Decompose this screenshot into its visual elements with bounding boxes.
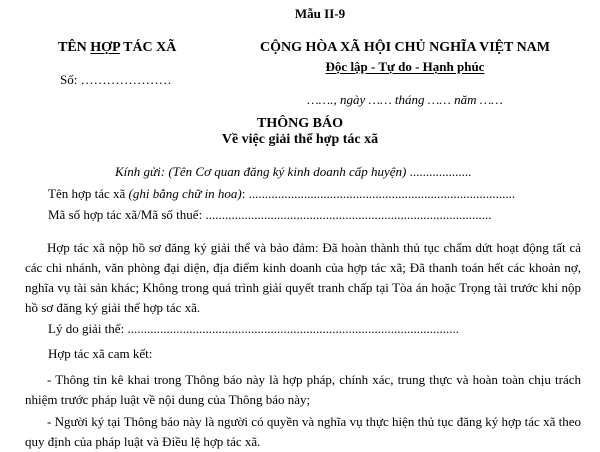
org-name-part-2: HỢP xyxy=(90,40,120,55)
cooperative-name-hint: (ghi bằng chữ in hoa) xyxy=(128,186,242,201)
org-name-part-1: TÊN xyxy=(58,40,91,55)
document-title: THÔNG BÁO xyxy=(257,116,343,131)
addressee-dots: ................... xyxy=(406,164,472,179)
cooperative-code-field[interactable] xyxy=(48,207,491,223)
addressee-value: (Tên Cơ quan đăng ký kinh doanh cấp huyện) xyxy=(168,164,407,179)
dissolution-reason-label: Lý do giải thể: xyxy=(48,321,128,336)
org-name-part-3: TÁC XÃ xyxy=(119,40,177,55)
motto xyxy=(220,59,590,75)
org-name xyxy=(58,40,176,56)
dissolution-commitment-paragraph: Hợp tác xã nộp hồ sơ đăng ký giải thể và bảo đảm: Đã hoàn thành thủ tục chấm dứt hoạt động tất cả các chi nhánh, văn phòng đại diện, địa điểm kinh doanh của hợp tác xã; Đã thanh toán hết các khoản nợ, nghĩa vụ tài sản khác; Không trong quá trình giải quyết tranh chấp tại Tòa án hoặc Trọng tài trước khi nộp hồ sơ đăng ký giải thể hợp tác xã. xyxy=(25,240,581,315)
dissolution-reason-field[interactable] xyxy=(48,321,459,337)
nation-heading: CỘNG HÒA XÃ HỘI CHỦ NGHĨA VIỆT NAM xyxy=(259,40,550,55)
pledge-item: - Người ký tại Thông báo này là người có quyền và nghĩa vụ thực hiện thủ tục đăng ký hợp tác xã theo quy định của pháp luật và Điều lệ hợp tác xã. xyxy=(25,414,581,449)
form-code: Mẫu II-9 xyxy=(294,6,346,21)
cooperative-name-label: Tên hợp tác xã xyxy=(48,186,129,201)
addressee-line xyxy=(115,164,471,180)
date-line: ……., ngày …… tháng …… năm …… xyxy=(307,92,503,107)
cooperative-name-dots: : .................................................................................. xyxy=(241,186,516,201)
motto-text: Độc lập - Tự do - Hạnh phúc xyxy=(325,59,485,74)
document-subtitle: Về việc giải thể hợp tác xã xyxy=(221,132,379,147)
pledge-item: - Thông tin kê khai trong Thông báo này là hợp pháp, chính xác, trung thực và hoàn toàn chịu trách nhiệm trước pháp luật về nội dung của Thông báo này; xyxy=(25,372,581,407)
document-number: Số: ………………… xyxy=(60,72,172,87)
cooperative-code-dots: ........................................................................................ xyxy=(205,207,492,222)
pledge-heading: Hợp tác xã cam kết: xyxy=(48,346,153,361)
addressee-label: Kính gửi: xyxy=(115,164,169,179)
cooperative-name-field[interactable] xyxy=(48,186,515,202)
dissolution-reason-dots: ...................................................................................................... xyxy=(127,321,459,336)
cooperative-code-label: Mã số hợp tác xã/Mã số thuế: xyxy=(48,207,206,222)
